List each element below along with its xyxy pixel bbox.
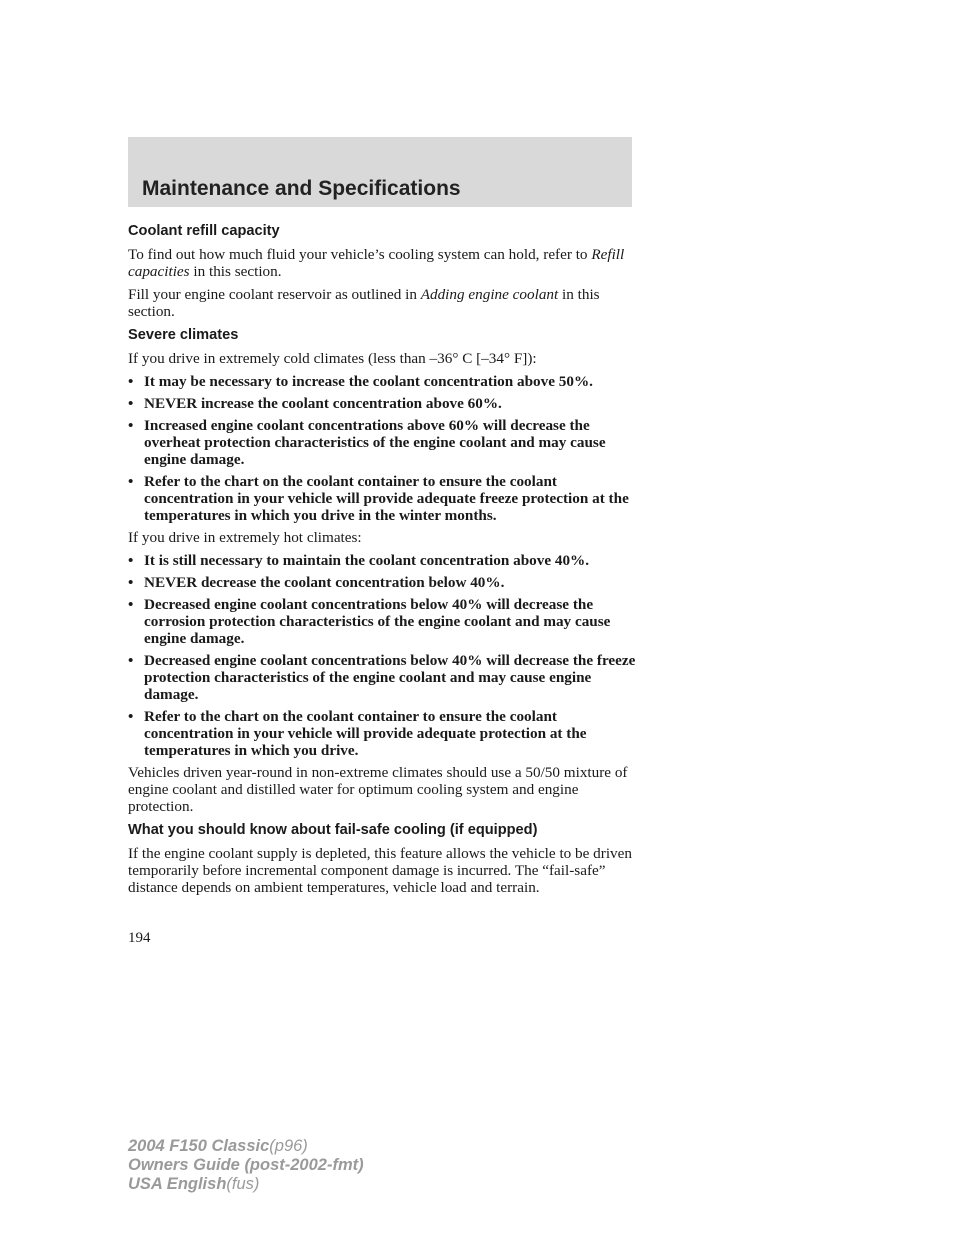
text: To find out how much fluid your vehicle’s cooling system can hold, refer to <box>128 246 592 263</box>
paragraph-fail-safe: If the engine coolant supply is depleted, this feature allows the vehicle to be driven temporarily before incremental component damage is incurred. The “fail-safe” distance depends on ambient temperatures, vehicle load and terrain. <box>128 845 632 896</box>
bullet-icon: • <box>128 552 134 569</box>
footer-language: USA English <box>128 1175 227 1193</box>
list-item-text: It may be necessary to increase the coolant concentration above 50%. <box>144 373 593 390</box>
footer-model-code: (p96) <box>269 1137 308 1155</box>
cold-climate-bullets <box>128 373 638 524</box>
section-header-band <box>128 137 632 207</box>
list-item-text: Increased engine coolant concentrations above 60% will decrease the overheat protection characteristics of the engine coolant and may cause engine damage. <box>144 417 606 468</box>
text: Fill your engine coolant reservoir as outlined in <box>128 286 421 303</box>
list-item-text: NEVER decrease the coolant concentration below 40%. <box>144 574 505 591</box>
footer-guide: Owners Guide (post-2002-fmt) <box>128 1156 364 1174</box>
footer-line-guide <box>128 1156 364 1175</box>
list-item-text: Refer to the chart on the coolant container to ensure the coolant concentration in your vehicle will provide adequate protection at the temperatures in which you drive. <box>144 708 587 759</box>
heading-fail-safe-cooling: What you should know about fail-safe cooling (if equipped) <box>128 822 538 838</box>
paragraph-fill-reservoir <box>128 286 638 320</box>
list-item <box>128 395 638 412</box>
paragraph-cold-intro: If you drive in extremely cold climates (less than –36° C [–34° F]): <box>128 350 537 367</box>
text: in this section. <box>128 286 600 320</box>
hot-climate-bullets <box>128 552 638 759</box>
document-footer <box>128 1137 364 1194</box>
list-item-text: NEVER increase the coolant concentration above 60%. <box>144 395 502 412</box>
list-item-text: It is still necessary to maintain the coolant concentration above 40%. <box>144 552 590 569</box>
list-item-text: Decreased engine coolant concentrations below 40% will decrease the corrosion protection characteristics of the engine coolant and may cause engine damage. <box>144 596 611 647</box>
footer-language-code: (fus) <box>226 1175 260 1193</box>
list-item-text: Decreased engine coolant concentrations below 40% will decrease the freeze protection characteristics of the engine coolant and may cause engine damage. <box>144 652 636 703</box>
page-number: 194 <box>128 930 151 946</box>
section-title: Maintenance and Specifications <box>142 177 461 200</box>
bullet-icon: • <box>128 574 134 591</box>
list-item <box>128 417 638 468</box>
paragraph-refill-capacities <box>128 246 638 280</box>
bullet-icon: • <box>128 395 134 412</box>
list-item-text: Refer to the chart on the coolant container to ensure the coolant concentration in your vehicle will provide adequate freeze protection at the temperatures in which you drive in the winter months. <box>144 473 629 524</box>
reference-refill-capacities: Refill capacities <box>128 246 625 280</box>
list-item <box>128 574 638 591</box>
bullet-icon: • <box>128 473 134 490</box>
list-item <box>128 652 638 703</box>
heading-coolant-refill-capacity: Coolant refill capacity <box>128 223 280 239</box>
footer-line-language <box>128 1175 364 1194</box>
list-item <box>128 373 638 390</box>
page-content <box>128 222 638 902</box>
bullet-icon: • <box>128 373 134 390</box>
text: in this section. <box>189 263 282 280</box>
paragraph-non-extreme: Vehicles driven year-round in non-extreme climates should use a 50/50 mixture of engine coolant and distilled water for optimum cooling system and engine protection. <box>128 764 628 815</box>
bullet-icon: • <box>128 652 134 669</box>
bullet-icon: • <box>128 417 134 434</box>
heading-severe-climates: Severe climates <box>128 327 239 343</box>
list-item <box>128 708 638 759</box>
bullet-icon: • <box>128 708 134 725</box>
paragraph-hot-intro: If you drive in extremely hot climates: <box>128 529 362 546</box>
reference-adding-engine-coolant: Adding engine coolant <box>420 286 559 303</box>
list-item <box>128 473 638 524</box>
bullet-icon: • <box>128 596 134 613</box>
list-item <box>128 596 638 647</box>
footer-model: 2004 F150 Classic <box>128 1137 270 1155</box>
list-item <box>128 552 638 569</box>
footer-line-model <box>128 1137 364 1156</box>
